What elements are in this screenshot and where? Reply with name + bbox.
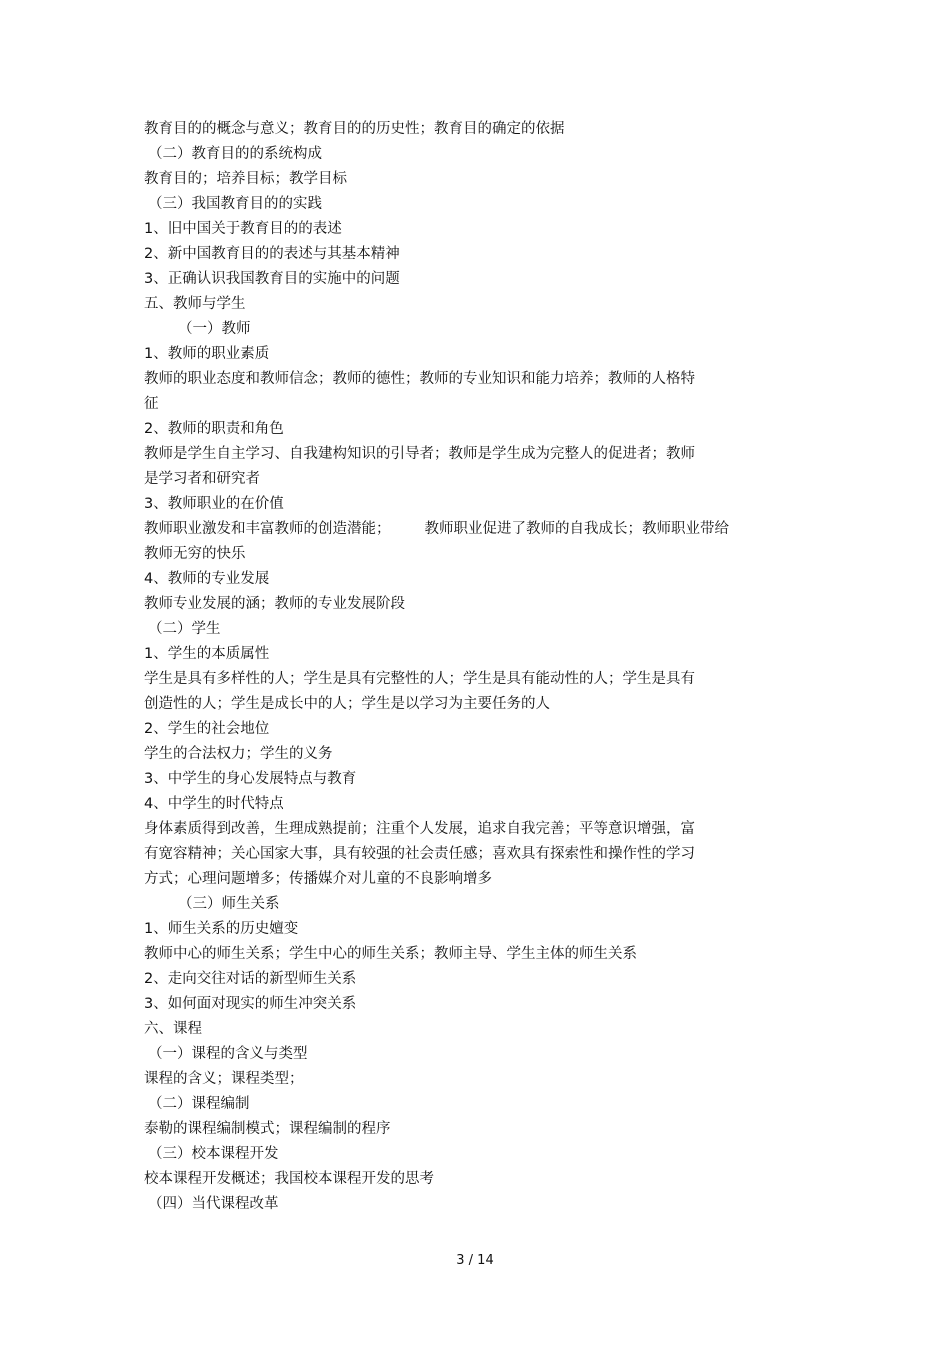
list-item: 3、如何面对现实的师生冲突关系: [144, 996, 357, 1012]
text-line: 创造性的人；学生是成长中的人；学生是以学习为主要任务的人: [144, 696, 550, 712]
list-item: 1、学生的本质属性: [144, 646, 270, 662]
text-line: 是学习者和研究者: [144, 471, 260, 487]
text-line: 教师无穷的快乐: [144, 546, 246, 562]
text-line: [144, 517, 784, 542]
text-line: 学生的合法权力；学生的义务: [144, 746, 333, 762]
list-item: 4、中学生的时代特点: [144, 796, 284, 812]
section-heading: （三）我国教育目的的实践: [148, 196, 322, 212]
chapter-heading: 五、教师与学生: [144, 296, 246, 312]
list-item: 2、学生的社会地位: [144, 721, 270, 737]
section-heading: （一）课程的含义与类型: [148, 1046, 308, 1062]
section-heading: （一）教师: [178, 321, 251, 337]
text-line: 教育目的的概念与意义；教育目的的历史性；教育目的确定的依据: [144, 121, 565, 137]
text-line: 教师的职业态度和教师信念；教师的德性；教师的专业知识和能力培养；教师的人格特: [144, 371, 695, 387]
page-body: [144, 117, 784, 1217]
list-item: 2、走向交往对话的新型师生关系: [144, 971, 357, 987]
text-segment: 教师职业促进了教师的自我成长；教师职业带给: [424, 521, 729, 537]
section-heading: （三）师生关系: [178, 896, 280, 912]
text-line: 课程的含义；课程类型；: [144, 1071, 304, 1087]
list-item: 2、教师的职责和角色: [144, 421, 284, 437]
text-line: 校本课程开发概述；我国校本课程开发的思考: [144, 1171, 434, 1187]
text-line: 教师专业发展的涵；教师的专业发展阶段: [144, 596, 405, 612]
list-item: 1、旧中国关于教育目的的表述: [144, 221, 342, 237]
text-line: 征: [144, 396, 159, 412]
section-heading: （三）校本课程开发: [148, 1146, 279, 1162]
list-item: 3、正确认识我国教育目的实施中的问题: [144, 271, 400, 287]
section-heading: （二）教育目的的系统构成: [148, 146, 322, 162]
text-line: 方式；心理问题增多；传播媒介对儿童的不良影响增多: [144, 871, 492, 887]
section-heading: （二）学生: [148, 621, 221, 637]
list-item: 4、教师的专业发展: [144, 571, 270, 587]
chapter-heading: 六、课程: [144, 1021, 202, 1037]
list-item: 2、新中国教育目的的表述与其基本精神: [144, 246, 400, 262]
text-line: 教育目的；培养目标；教学目标: [144, 171, 347, 187]
text-line: 教师中心的师生关系；学生中心的师生关系；教师主导、学生主体的师生关系: [144, 946, 637, 962]
text-line: 教师是学生自主学习、自我建构知识的引导者；教师是学生成为完整人的促进者；教师: [144, 446, 695, 462]
section-heading: （二）课程编制: [148, 1096, 250, 1112]
page-number: 3 / 14: [456, 1253, 494, 1268]
list-item: 3、教师职业的在价值: [144, 496, 284, 512]
list-item: 1、教师的职业素质: [144, 346, 270, 362]
text-line: 学生是具有多样性的人；学生是具有完整性的人；学生是具有能动性的人；学生是具有: [144, 671, 695, 687]
list-item: 3、中学生的身心发展特点与教育: [144, 771, 357, 787]
text-segment: 教师职业激发和丰富教师的创造潜能；: [144, 521, 391, 537]
text-line: 有宽容精神；关心国家大事，具有较强的社会责任感；喜欢具有探索性和操作性的学习: [144, 846, 695, 862]
text-line: 身体素质得到改善，生理成熟提前；注重个人发展，追求自我完善；平等意识增强，富: [144, 821, 695, 837]
text-line: 泰勒的课程编制模式；课程编制的程序: [144, 1121, 391, 1137]
list-item: 1、师生关系的历史嬗变: [144, 921, 299, 937]
section-heading: （四）当代课程改革: [148, 1196, 279, 1212]
